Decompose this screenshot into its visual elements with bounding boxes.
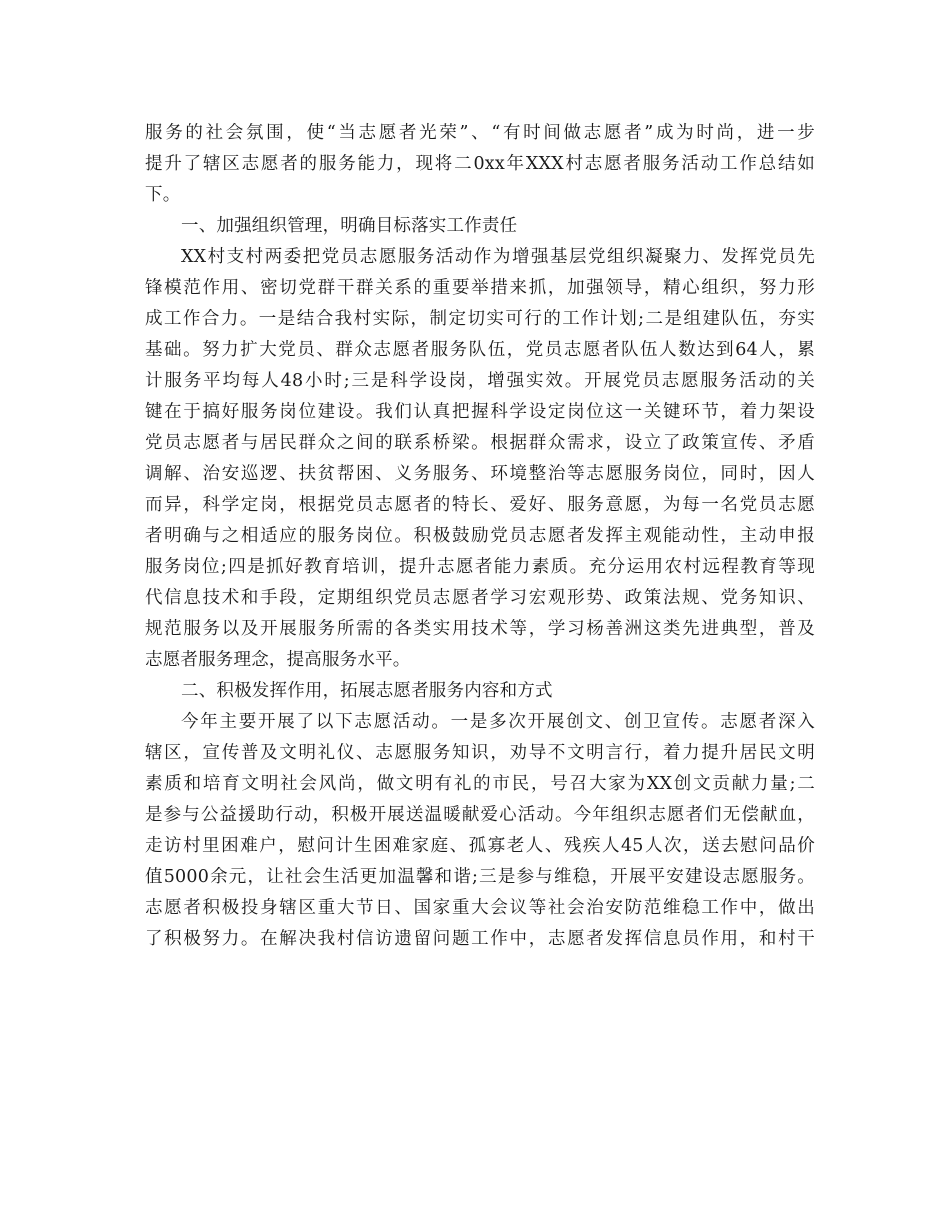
section-heading: 二、积极发挥作用，拓展志愿者服务内容和方式 xyxy=(181,681,553,701)
paragraph-line: 了积极努力。在解决我村信访遗留问题工作中，志愿者发挥信息员作用，和村干 xyxy=(145,929,815,949)
paragraph-line: 值5000余元，让社会生活更加温馨和谐;三是参与维稳，开展平安建设志愿服务。 xyxy=(145,867,815,887)
paragraph-line: 辖区，宣传普及文明礼仪、志愿服务知识，劝导不文明言行，着力提升居民文明 xyxy=(145,743,815,763)
paragraph-line: 键在于搞好服务岗位建设。我们认真把握科学设定岗位这一关键环节，着力架设 xyxy=(145,402,815,422)
paragraph-line: 志愿者服务理念，提高服务水平。 xyxy=(145,650,411,670)
paragraph-line: 调解、治安巡逻、扶贫帮困、义务服务、环境整治等志愿服务岗位，同时，因人 xyxy=(145,464,815,484)
paragraph-line: 提升了辖区志愿者的服务能力，现将二0xx年XXX村志愿者服务活动工作总结如 xyxy=(145,154,815,174)
paragraph-line: 志愿者积极投身辖区重大节日、国家重大会议等社会治安防范维稳工作中，做出 xyxy=(145,898,815,918)
paragraph-line: 走访村里困难户，慰问计生困难家庭、孤寡老人、残疾人45人次，送去慰问品价 xyxy=(145,836,815,856)
paragraph-line: 是参与公益援助行动，积极开展送温暖献爱心活动。今年组织志愿者们无偿献血， xyxy=(145,805,815,825)
paragraph-line: 党员志愿者与居民群众之间的联系桥梁。根据群众需求，设立了政策宣传、矛盾 xyxy=(145,433,815,453)
paragraph-line: 计服务平均每人48小时;三是科学设岗，增强实效。开展党员志愿服务活动的关 xyxy=(145,371,815,391)
paragraph-line: 服务的社会氛围，使“当志愿者光荣”、“有时间做志愿者”成为时尚，进一步 xyxy=(145,123,815,143)
paragraph-line: 锋模范作用、密切党群干群关系的重要举措来抓，加强领导，精心组织，努力形 xyxy=(145,278,815,298)
paragraph-line: XX村支村两委把党员志愿服务活动作为增强基层党组织凝聚力、发挥党员先 xyxy=(181,247,815,267)
paragraph-line: 素质和培育文明社会风尚，做文明有礼的市民，号召大家为XX创文贡献力量;二 xyxy=(145,774,815,794)
section-heading: 一、加强组织管理，明确目标落实工作责任 xyxy=(181,216,518,236)
document-body xyxy=(145,118,815,955)
paragraph-line: 而异，科学定岗，根据党员志愿者的特长、爱好、服务意愿，为每一名党员志愿 xyxy=(145,495,815,515)
paragraph-line: 成工作合力。一是结合我村实际，制定切实可行的工作计划;二是组建队伍，夯实 xyxy=(145,309,815,329)
paragraph-line: 者明确与之相适应的服务岗位。积极鼓励党员志愿者发挥主观能动性，主动申报 xyxy=(145,526,815,546)
paragraph-line: 今年主要开展了以下志愿活动。一是多次开展创文、创卫宣传。志愿者深入 xyxy=(181,712,815,732)
paragraph-line: 基础。努力扩大党员、群众志愿者服务队伍，党员志愿者队伍人数达到64人，累 xyxy=(145,340,815,360)
paragraph-line: 服务岗位;四是抓好教育培训，提升志愿者能力素质。充分运用农村远程教育等现 xyxy=(145,557,815,577)
paragraph-line: 下。 xyxy=(145,185,181,205)
paragraph-line: 代信息技术和手段，定期组织党员志愿者学习宏观形势、政策法规、党务知识、 xyxy=(145,588,815,608)
paragraph-line: 规范服务以及开展服务所需的各类实用技术等，学习杨善洲这类先进典型，普及 xyxy=(145,619,815,639)
